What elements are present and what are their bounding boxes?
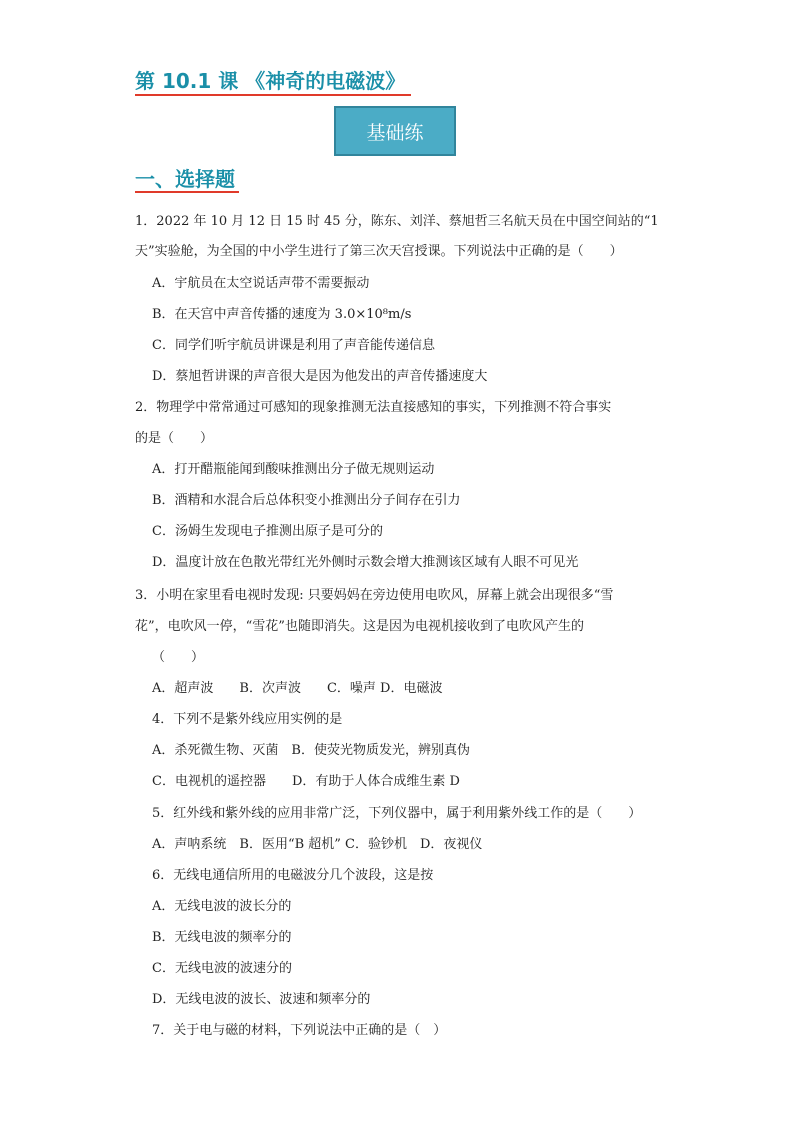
question-6-option-c: C．无线电波的波速分的: [152, 961, 292, 976]
question-6-option-b: B．无线电波的频率分的: [152, 930, 292, 945]
question-6-option-a: A．无线电波的波长分的: [152, 899, 292, 914]
question-1-option-c: C．同学们听宇航员讲课是利用了声音能传递信息: [152, 338, 435, 353]
question-2-option-b: B．酒精和水混合后总体积变小推测出分子间存在引力: [152, 493, 461, 508]
question-6-text: 6．无线电通信所用的电磁波分几个波段，这是按: [152, 868, 434, 883]
question-4-text: 4．下列不是紫外线应用实例的是: [152, 712, 343, 727]
question-2-option-d: D．温度计放在色散光带红光外侧时示数会增大推测该区域有人眼不可见光: [152, 555, 579, 570]
question-3-paren: （ ）: [152, 650, 205, 665]
question-2-option-c: C．汤姆生发现电子推测出原子是可分的: [152, 524, 383, 539]
level-badge: 基础练: [334, 106, 456, 156]
question-3-options: A．超声波 B．次声波 C．噪声 D．电磁波: [152, 681, 443, 696]
question-1-option-d: D．蔡旭哲讲课的声音很大是因为他发出的声音传播速度大: [152, 369, 488, 384]
question-3-text-cont: 花”，电吹风一停，“雪花”也随即消失。这是因为电视机接收到了电吹风产生的: [135, 619, 584, 634]
question-4-options-cd: C．电视机的遥控器 D．有助于人体合成维生素 D: [152, 774, 460, 789]
question-1-text: 1．2022 年 10 月 12 日 15 时 45 分，陈东、刘洋、蔡旭哲三名航天员在中国空间站的“1: [135, 214, 659, 229]
question-6-option-d: D．无线电波的波长、波速和频率分的: [152, 992, 371, 1007]
question-7-text: 7．关于电与磁的材料，下列说法中正确的是（ ）: [152, 1023, 447, 1038]
question-1-option-a: A．宇航员在太空说话声带不需要振动: [152, 276, 370, 291]
question-2-option-a: A．打开醋瓶能闻到酸味推测出分子做无规则运动: [152, 462, 435, 477]
question-3-text: 3．小明在家里看电视时发现: 只要妈妈在旁边使用电吹风，屏幕上就会出现很多“雪: [135, 588, 614, 603]
question-2-text: 2．物理学中常常通过可感知的现象推测无法直接感知的事实，下列推测不符合事实: [135, 400, 612, 415]
section-title: 一、选择题: [135, 167, 239, 193]
question-4-options-ab: A．杀死微生物、灭菌 B．使荧光物质发光，辨别真伪: [152, 743, 470, 758]
question-5-text: 5．红外线和紫外线的应用非常广泛，下列仪器中，属于利用紫外线工作的是（ ）: [152, 806, 642, 821]
page-title: 第 10.1 课 《神奇的电磁波》: [135, 68, 411, 96]
question-5-options: A．声呐系统 B．医用“B 超机” C．验钞机 D．夜视仪: [152, 837, 483, 852]
question-1-option-b: B．在天宫中声音传播的速度为 3.0×10⁸m/s: [152, 307, 412, 322]
question-2-text-cont: 的是（ ）: [135, 431, 214, 446]
question-1-text-cont: 天”实验舱，为全国的中小学生进行了第三次天宫授课。下列说法中正确的是（ ）: [135, 244, 623, 259]
